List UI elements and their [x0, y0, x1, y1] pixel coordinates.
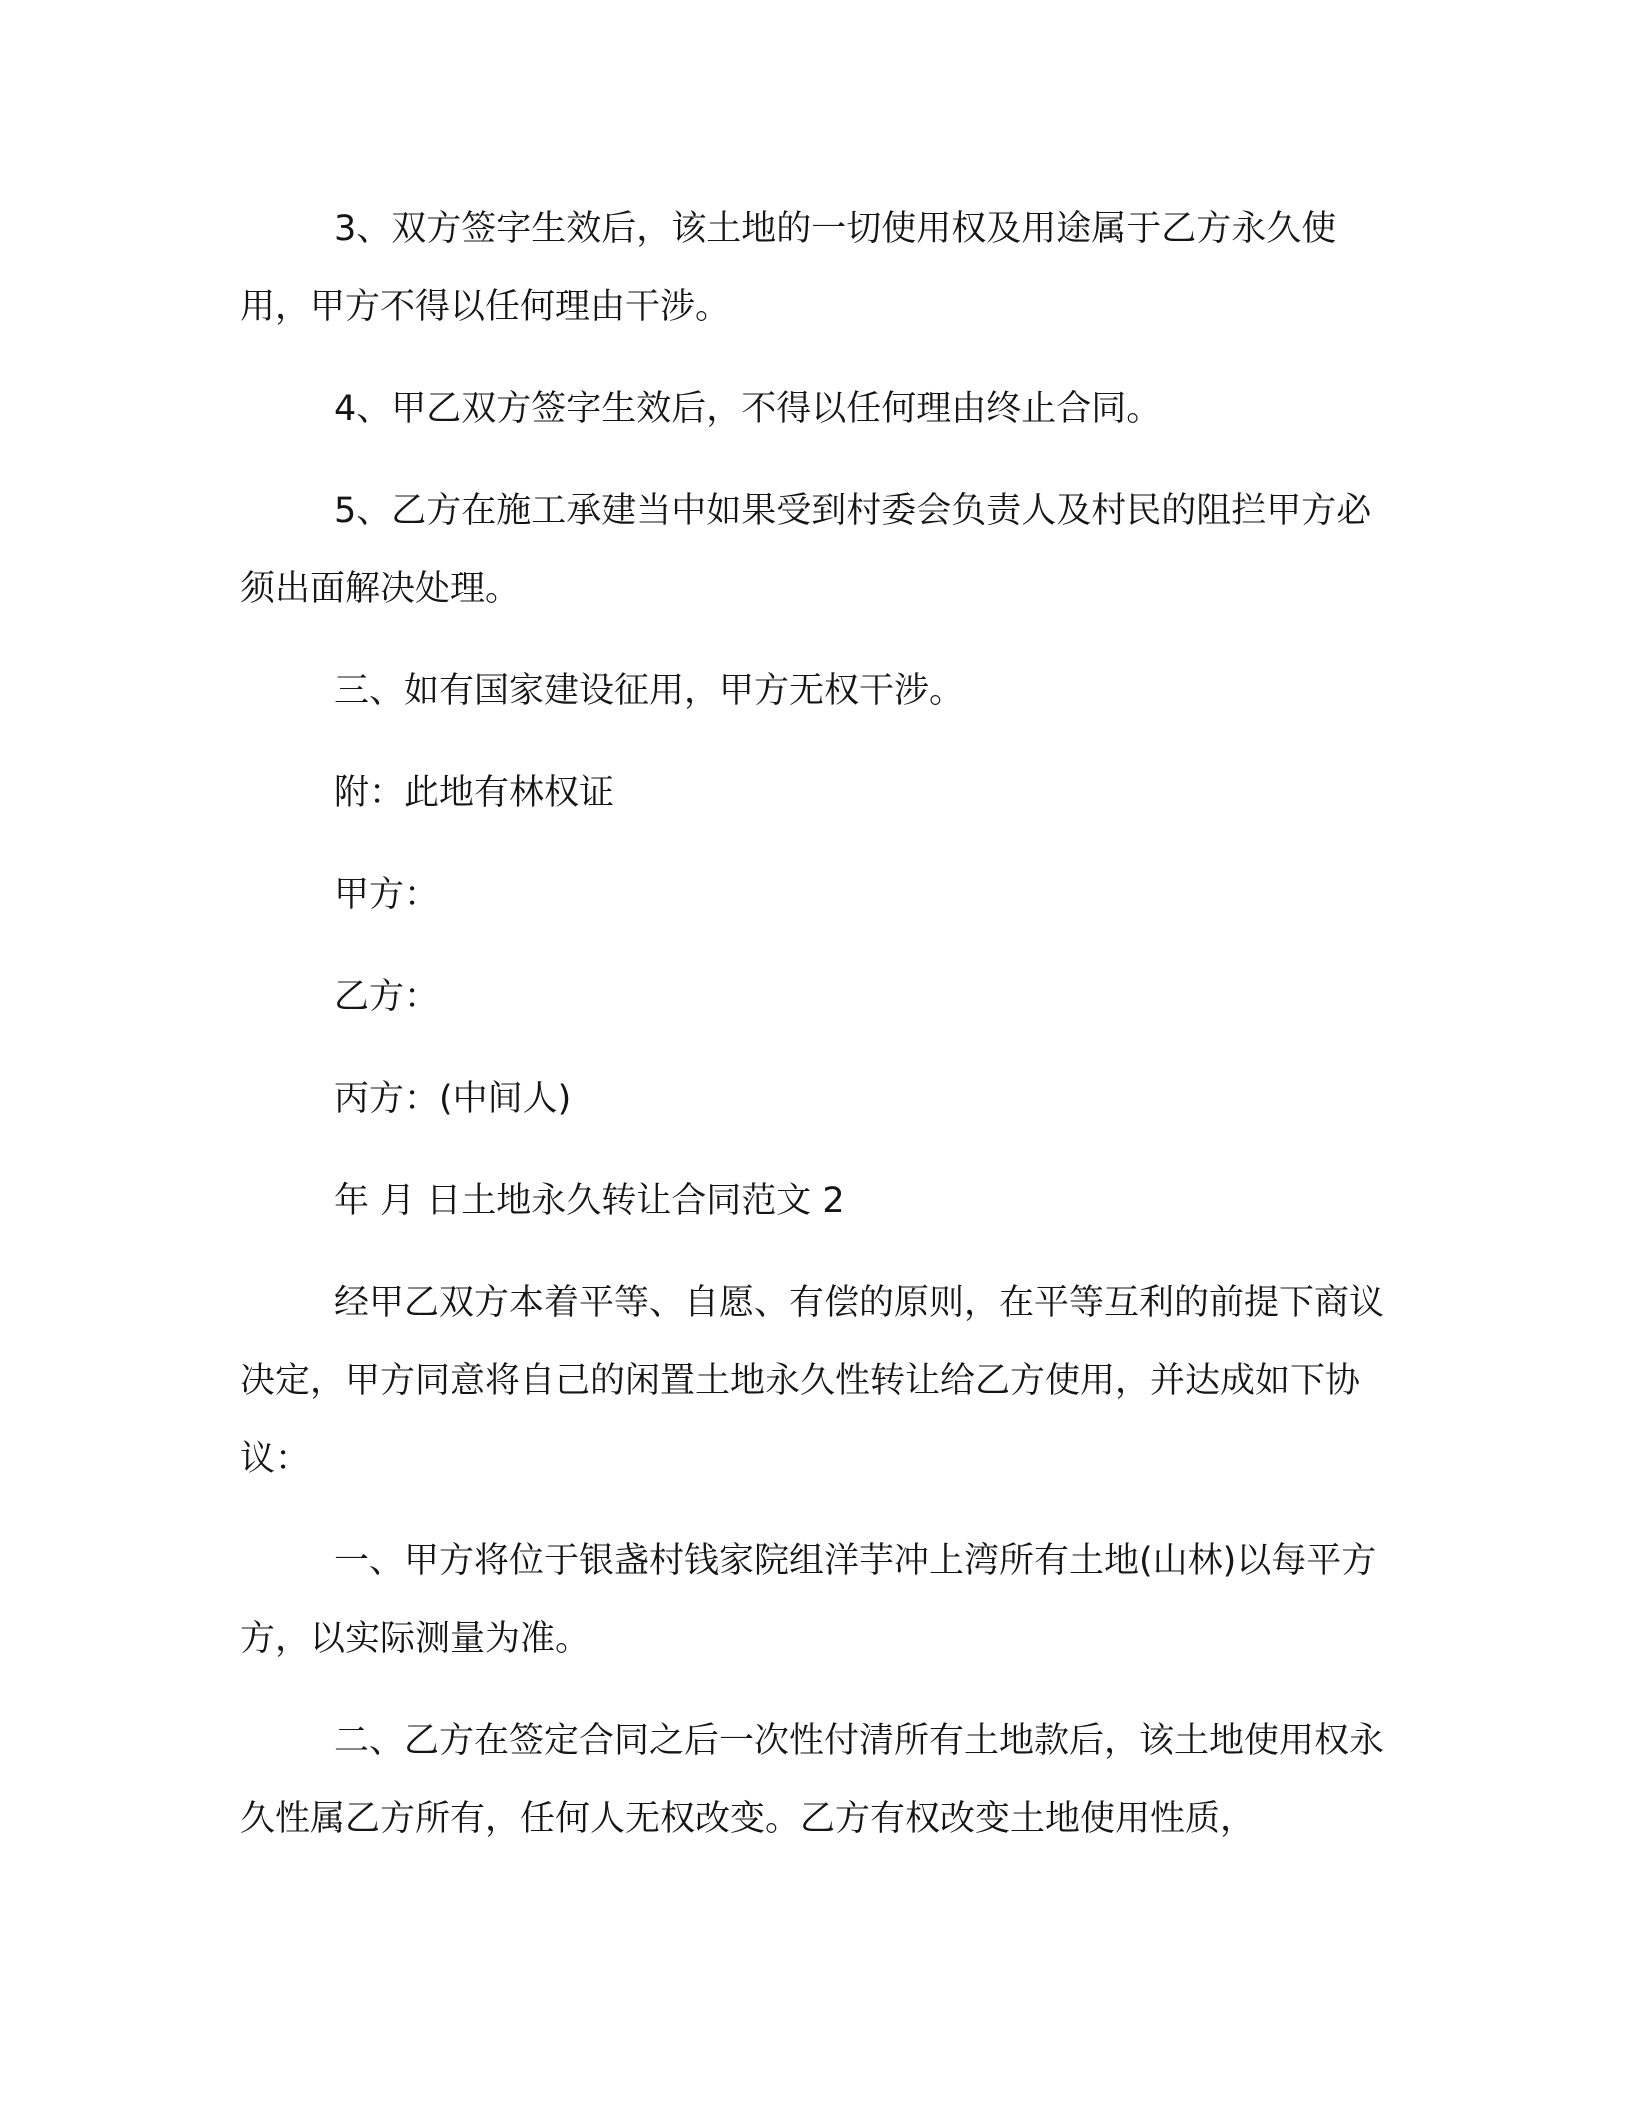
party-b-signature: 乙方： [334, 977, 440, 1017]
party-a-signature: 甲方： [334, 875, 440, 915]
attachment-note: 附：此地有林权证 [334, 773, 615, 813]
clause-5: 5、乙方在施工承建当中如果受到村委会负责人及村民的阻拦甲方必须出面解决处理。 [240, 491, 1372, 609]
section-one: 一、甲方将位于银盏村钱家院组洋芋冲上湾所有土地(山林)以每平方方，以实际测量为准。 [240, 1541, 1377, 1659]
party-c-signature: 丙方：(中间人) [334, 1079, 572, 1119]
document-body [240, 190, 1390, 1882]
clause-4: 4、甲乙双方签字生效后，不得以任何理由终止合同。 [334, 389, 1162, 429]
date-and-heading: 年 月 日土地永久转让合同范文 2 [334, 1181, 845, 1221]
section-two: 二、乙方在签定合同之后一次性付清所有土地款后，该土地使用权永久性属乙方所有，任何人无权改变。乙方有权改变土地使用性质， [240, 1721, 1385, 1839]
preamble: 经甲乙双方本着平等、自愿、有偿的原则，在平等互利的前提下商议决定，甲方同意将自己的闲置土地永久性转让给乙方使用，并达成如下协议： [240, 1283, 1385, 1479]
section-three: 三、如有国家建设征用，甲方无权干涉。 [334, 671, 965, 711]
clause-3: 3、双方签字生效后，该土地的一切使用权及用途属于乙方永久使用，甲方不得以任何理由干涉。 [240, 209, 1337, 327]
